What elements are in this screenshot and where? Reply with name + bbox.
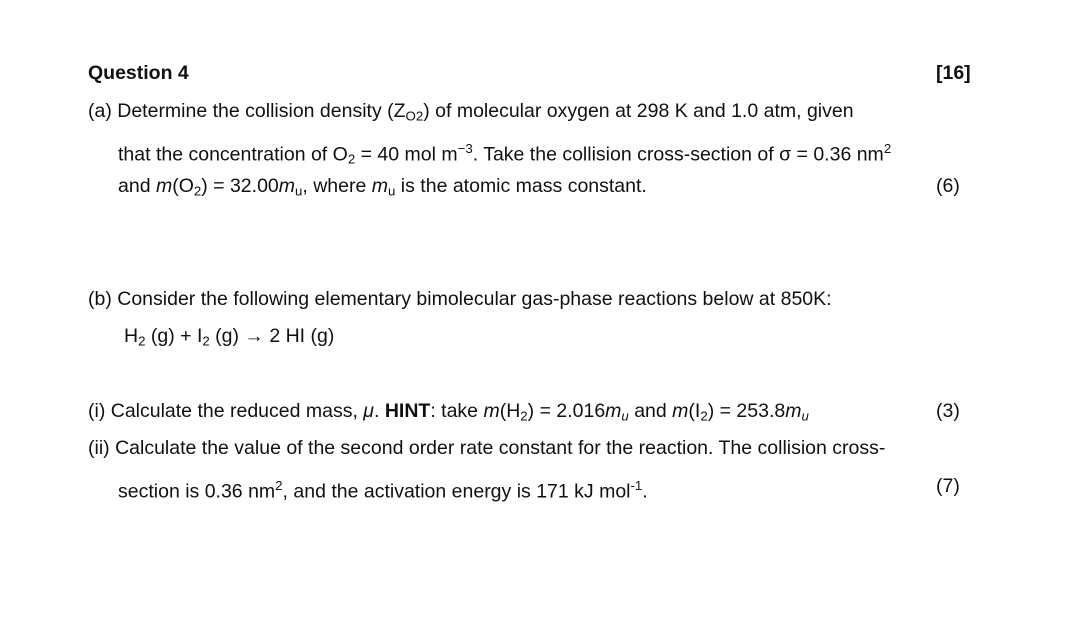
part-b-intro: (b) Consider the following elementary bimolecular gas-phase reactions below at 850K: (88, 288, 832, 310)
part-b-ii-line-1: (ii) Calculate the value of the second order rate constant for the reaction. The collision cross- (88, 437, 886, 459)
part-b-i: (i) Calculate the reduced mass, μ. HINT: take $m(H_2) = 2.016m_u$ and $m(I_2) = 253.8m_u$ (88, 400, 809, 424)
reaction-equation: $H_2$ $(g) + I_2$ (g) → 2 HI (g) (124, 325, 335, 349)
total-marks: [16] (936, 62, 971, 84)
part-a-line-1: (a) Determine the collision density $(Z_{O2})$ of molecular oxygen at 298 K and 1.0 atm, given (88, 100, 854, 124)
part-a-line-3: and $m(O_2) = 32.00m_u$, where $m_u$ is the atomic mass constant. (118, 175, 647, 199)
part-b-ii-marks: (7) (936, 475, 960, 497)
part-a-marks: (6) (936, 175, 960, 197)
part-a-line-2: that the concentration of $O_2 = 40$ mol $m^{-3}$. Take the collision cross-section of σ = 0.36 $nm^2$ (118, 141, 892, 167)
question-title: Question 4 (88, 62, 189, 84)
part-b-ii-line-2: section is 0.36 $nm^2$, and the activation energy is 171 kJ mol$^{-1}$. (118, 478, 648, 503)
part-b-i-marks: (3) (936, 400, 960, 422)
